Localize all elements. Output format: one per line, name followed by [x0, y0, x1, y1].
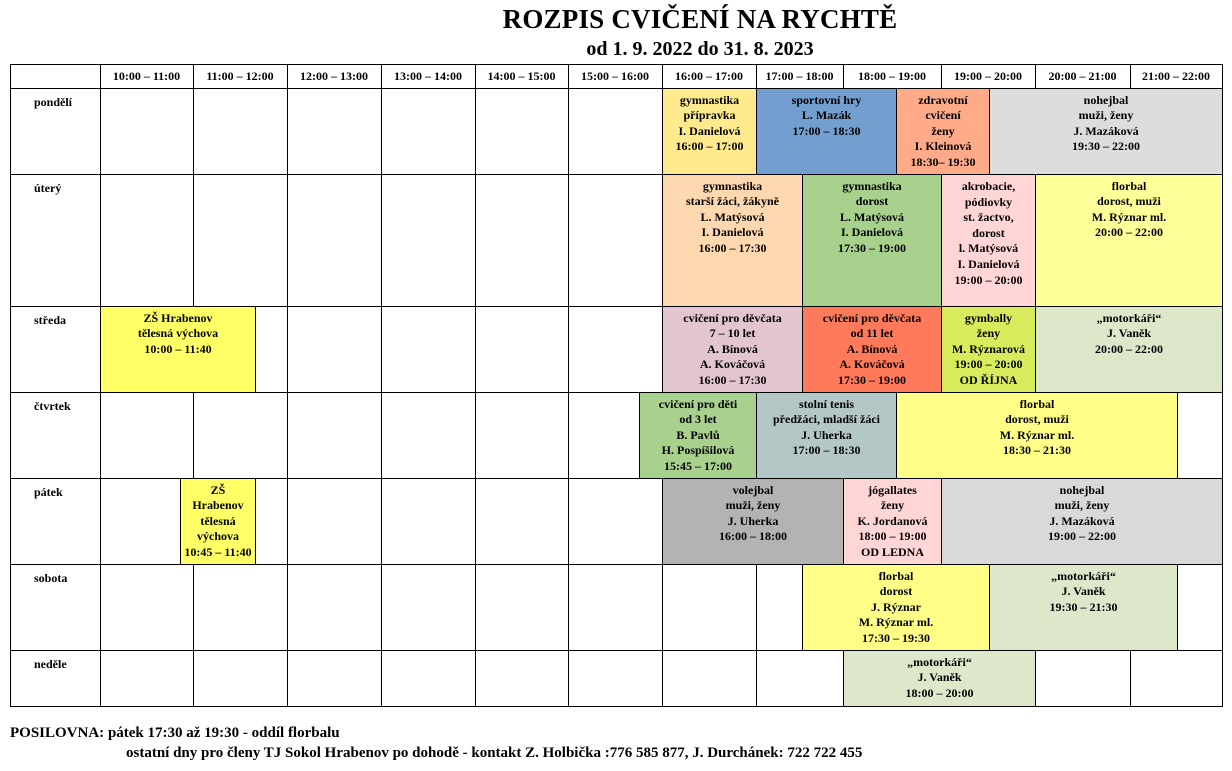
activity-line: dorost: [855, 194, 889, 209]
day-label: čtvrtek: [34, 399, 71, 413]
activity-line: nohejbal: [1083, 93, 1129, 107]
activity-block-ut-florbal: [1035, 174, 1223, 307]
activity-block-pa-volejbal: [662, 478, 844, 565]
activity-line: 19:00 – 20:00: [954, 272, 1023, 287]
activity-line: akrobacie,: [961, 179, 1016, 193]
footer-label: POSILOVNA:: [10, 725, 105, 741]
activity-line: Hrabenov: [192, 498, 244, 513]
time-slot-header: 12:00 – 13:00: [300, 69, 368, 83]
activity-line: 17:30 – 19:00: [838, 240, 906, 255]
activity-block-st-motor: [1035, 306, 1223, 393]
activity-line: I. Danielová: [840, 225, 903, 240]
activity-line: zdravotní: [918, 93, 968, 107]
activity-line: 17:30 – 19:30: [862, 630, 930, 645]
activity-line: „motorkáři“: [1096, 311, 1162, 325]
activity-line: od 11 let: [850, 326, 894, 341]
activity-line: 18:00 – 20:00: [905, 685, 974, 700]
activity-line: předžáci, mladší žáci: [773, 412, 880, 427]
day-label: pátek: [34, 485, 63, 499]
activity-line: M. Rýznarová: [951, 341, 1026, 356]
grid-hline: [10, 64, 1223, 65]
activity-line: M. Rýznar ml.: [1091, 209, 1167, 224]
activity-line: B. Pavlů: [676, 427, 720, 442]
activity-block-ct-tenis: [756, 392, 897, 479]
activity-line: ZŠ Hrabenov: [143, 311, 213, 325]
activity-line: 17:00 – 18:30: [792, 123, 861, 138]
time-slot-header: 21:00 – 22:00: [1142, 69, 1210, 83]
day-label: pondělí: [34, 95, 73, 109]
day-label: neděle: [34, 657, 67, 671]
page-title: ROZPIS CVIČENÍ NA RYCHTĚ: [502, 4, 898, 34]
activity-block-st-devcata2: [802, 306, 942, 393]
activity-line: „motorkáři“: [1051, 569, 1116, 583]
activity-block-st-gymbally: [941, 306, 1036, 393]
activity-line: J. Vaněk: [1061, 584, 1106, 599]
activity-line: dorost: [972, 225, 1005, 240]
activity-line: 16:00 – 17:30: [698, 372, 767, 387]
activity-line: OD LEDNA: [860, 544, 924, 559]
activity-line: I. Danielová: [957, 256, 1020, 271]
activity-line: florbal: [1019, 397, 1055, 411]
time-slot-header: 16:00 – 17:00: [675, 69, 743, 83]
activity-line: výchova: [197, 529, 239, 544]
activity-line: dorost: [879, 584, 913, 599]
activity-line: J. Uherka: [801, 427, 852, 442]
activity-block-po-gym: [662, 88, 757, 175]
activity-line: jógallates: [868, 483, 917, 497]
time-slot-header: 17:00 – 18:00: [765, 69, 834, 83]
activity-line: 7 – 10 let: [709, 326, 756, 341]
activity-line: st. žactvo,: [963, 210, 1014, 225]
grid-vline: [10, 64, 11, 707]
activity-line: florbal: [1111, 179, 1147, 193]
activity-line: OD ŘÍJNA: [959, 372, 1018, 387]
footer-text-2: ostatní dny pro členy TJ Sokol Hrabenov po dohodě - kontakt Z. Holbička :776 585 877, J. Durchánek: 722 722 455: [126, 745, 863, 761]
activity-block-po-zdrav: [896, 88, 990, 175]
activity-line: ZŠ: [210, 483, 226, 497]
activity-line: A. Kováčová: [839, 357, 905, 372]
activity-line: nohejbal: [1059, 483, 1105, 497]
activity-line: L. Mazák: [801, 108, 852, 123]
activity-line: dorost, muži: [1097, 194, 1161, 209]
activity-line: K. Jordanová: [857, 513, 928, 528]
activity-line: A. Kováčová: [699, 357, 766, 372]
activity-line: 10:45 – 11:40: [184, 544, 252, 559]
activity-line: L. Matýsová: [700, 209, 765, 224]
activity-line: A. Bínová: [707, 341, 758, 356]
activity-line: tělesná: [200, 513, 236, 528]
activity-block-po-sport: [756, 88, 897, 175]
activity-line: stolní tenis: [798, 397, 854, 411]
activity-line: dorost, muži: [1005, 412, 1069, 427]
activity-line: M. Rýznar ml.: [858, 615, 934, 630]
activity-line: 18:30 – 21:30: [1003, 443, 1071, 458]
activity-line: volejbal: [732, 483, 774, 497]
day-label: sobota: [34, 571, 68, 585]
activity-line: gymnastika: [679, 93, 740, 107]
activity-line: cvičení: [925, 108, 961, 123]
activity-line: gymnastika: [702, 179, 763, 193]
activity-line: J. Rýznar: [871, 599, 921, 614]
activity-line: 17:00 – 18:30: [792, 443, 861, 458]
activity-line: 19:30 – 21:30: [1049, 599, 1118, 614]
activity-line: M. Rýznar ml.: [999, 427, 1075, 442]
activity-line: 10:00 – 11:40: [144, 341, 212, 356]
activity-line: 19:00 – 20:00: [954, 357, 1023, 372]
time-slot-header: 10:00 – 11:00: [112, 69, 181, 83]
activity-line: muži, ženy: [725, 498, 781, 513]
activity-line: ženy: [976, 326, 1001, 341]
activity-line: florbal: [878, 569, 914, 583]
activity-line: I. Danielová: [701, 225, 764, 240]
activity-block-st-zs: [100, 306, 256, 393]
activity-line: „motorkáři“: [907, 655, 972, 669]
activity-block-pa-nohejbal: [941, 478, 1223, 565]
activity-line: muži, ženy: [1054, 498, 1110, 513]
activity-block-st-devcata1: [662, 306, 803, 393]
activity-line: od 3 let: [679, 412, 717, 427]
activity-line: muži, ženy: [1078, 108, 1134, 123]
activity-line: cvičení pro děti: [658, 397, 738, 411]
activity-block-pa-zs: [180, 478, 256, 565]
activity-line: 20:00 – 22:00: [1095, 225, 1163, 240]
activity-line: gymbally: [964, 311, 1013, 325]
day-label: úterý: [34, 181, 62, 195]
activity-line: L. Matýsová: [840, 209, 904, 224]
activity-block-pa-jogallates: [843, 478, 942, 565]
activity-line: J. Vaněk: [917, 670, 962, 685]
activity-line: A. Bínová: [846, 341, 898, 356]
activity-block-so-florbal: [802, 564, 990, 651]
activity-line: přípravka: [683, 108, 736, 123]
activity-line: 15:45 – 17:00: [664, 458, 732, 473]
activity-line: 16:00 – 17:00: [675, 139, 744, 154]
activity-block-ct-florbal: [896, 392, 1178, 479]
activity-line: J. Uherka: [727, 513, 779, 528]
activity-line: J. Mazáková: [1073, 123, 1139, 138]
activity-line: 17:30 – 19:00: [838, 372, 906, 387]
activity-block-ut-gym-dorost: [802, 174, 942, 307]
activity-line: ženy: [880, 498, 905, 513]
footer-line-2: [126, 745, 862, 762]
grid-hline: [10, 706, 1223, 707]
time-slot-header: 15:00 – 16:00: [581, 69, 649, 83]
time-slot-header: 20:00 – 21:00: [1048, 69, 1117, 83]
activity-line: I. Kleinová: [914, 139, 972, 154]
page-subtitle: od 1. 9. 2022 do 31. 8. 2023: [586, 38, 814, 60]
activity-line: l. Matýsová: [958, 241, 1019, 256]
activity-line: H. Pospíšilová: [661, 443, 735, 458]
activity-line: tělesná výchova: [137, 326, 219, 341]
activity-block-ut-gym-zaci: [662, 174, 803, 307]
time-slot-header: 13:00 – 14:00: [394, 69, 462, 83]
activity-line: cvičení pro děvčata: [822, 311, 922, 325]
grid-vline: [475, 64, 476, 707]
activity-line: gymnastika: [842, 179, 902, 193]
activity-block-so-motor: [989, 564, 1178, 651]
activity-line: ženy: [931, 123, 955, 138]
activity-line: 18:00 – 19:00: [858, 529, 927, 544]
grid-vline: [568, 64, 569, 707]
day-label: středa: [34, 313, 66, 327]
activity-line: 16:00 – 18:00: [719, 529, 787, 544]
grid-vline: [287, 64, 288, 707]
activity-line: J. Vaněk: [1106, 326, 1152, 341]
activity-line: 19:30 – 22:00: [1072, 139, 1140, 154]
activity-block-po-nohejbal: [989, 88, 1223, 175]
activity-line: 19:00 – 22:00: [1048, 529, 1116, 544]
activity-block-ct-deti: [639, 392, 757, 479]
activity-line: J. Mazáková: [1049, 513, 1115, 528]
time-slot-header: 14:00 – 15:00: [487, 69, 556, 83]
time-slot-header: 18:00 – 19:00: [858, 69, 926, 83]
activity-block-ut-akro: [941, 174, 1036, 307]
footer-text-1: pátek 17:30 až 19:30 - oddíl florbalu: [107, 725, 340, 741]
activity-block-ne-motor: [843, 650, 1036, 707]
activity-line: pódiovky: [964, 194, 1013, 209]
time-slot-header: 19:00 – 20:00: [954, 69, 1022, 83]
time-slot-header: 11:00 – 12:00: [206, 69, 274, 83]
activity-line: I. Danielová: [678, 123, 741, 138]
activity-line: 16:00 – 17:30: [698, 240, 767, 255]
activity-line: starší žáci, žákyně: [686, 194, 779, 209]
activity-line: sportovní hry: [791, 93, 862, 107]
grid-vline: [381, 64, 382, 707]
footer-line-1: [10, 725, 340, 742]
activity-line: 20:00 – 22:00: [1095, 341, 1163, 356]
activity-line: 18:30– 19:30: [910, 154, 976, 169]
activity-line: cvičení pro děvčata: [683, 311, 782, 325]
